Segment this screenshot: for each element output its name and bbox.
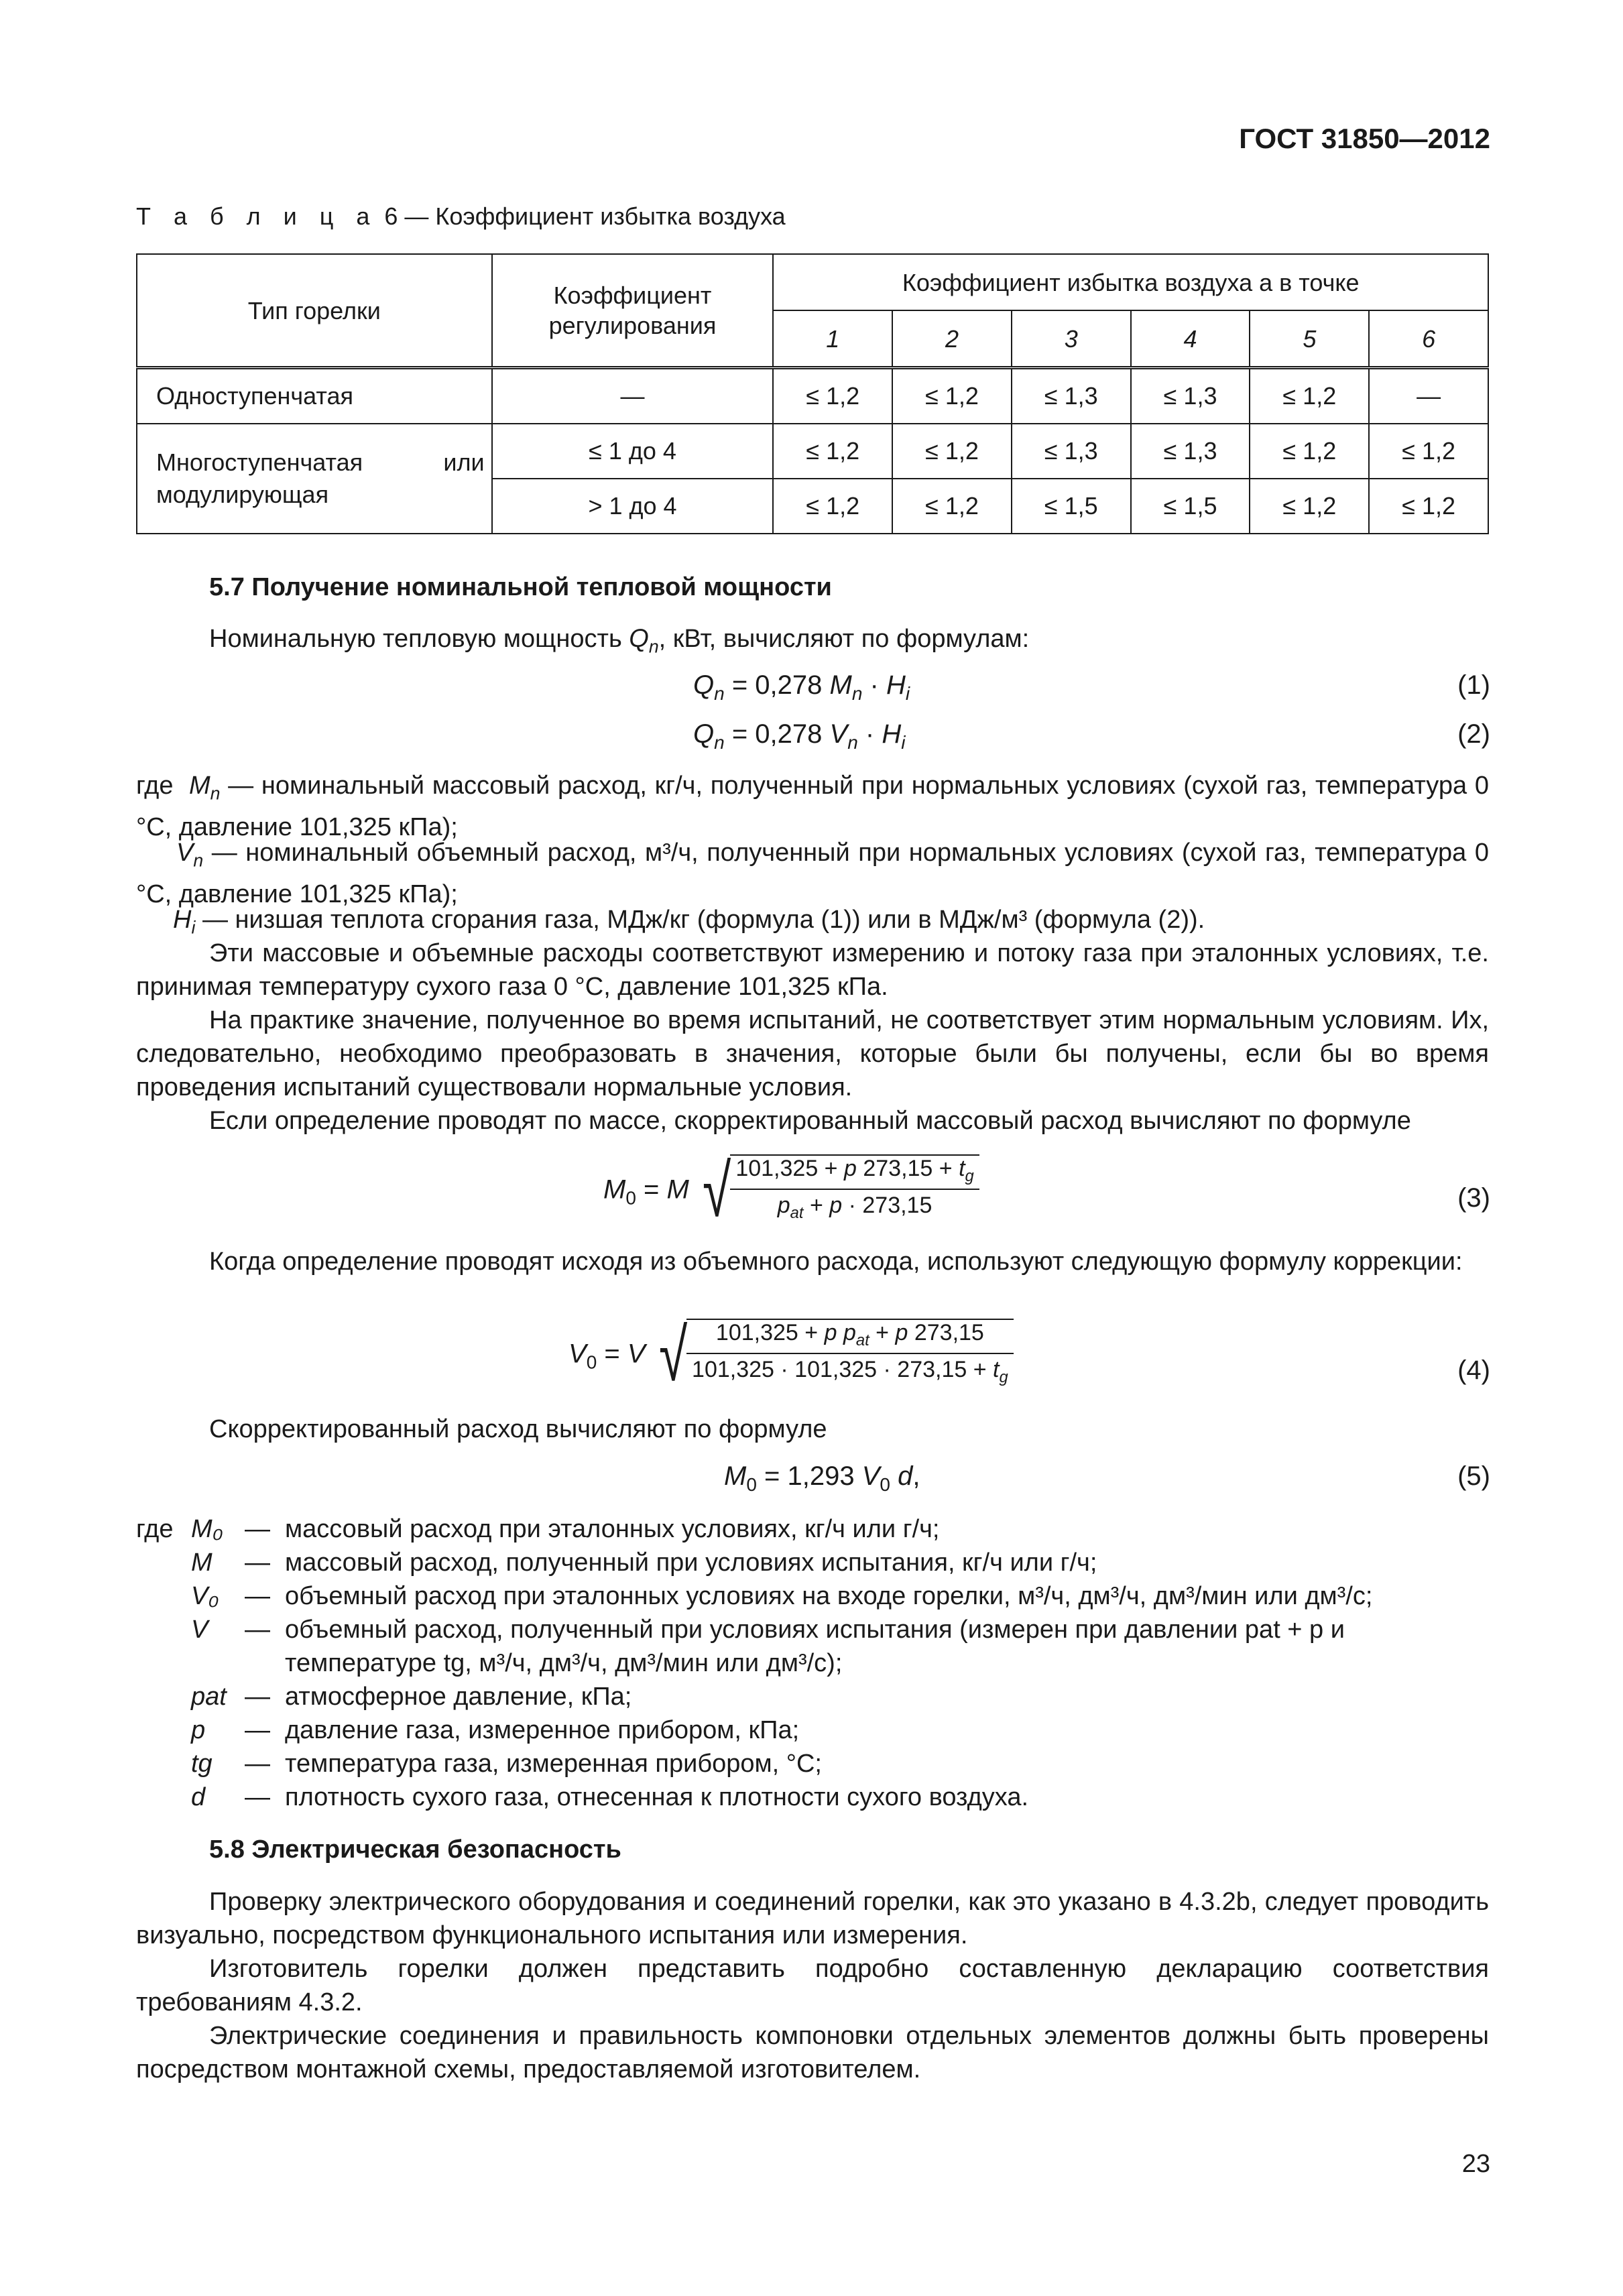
header-point: 1 <box>773 310 892 368</box>
header-point: 3 <box>1012 310 1131 368</box>
header-regulation-coefficient: Коэффициент регулирования <box>492 254 774 368</box>
formula-2-number: (2) <box>1457 719 1490 749</box>
cell-value: ≤ 1,2 <box>1369 424 1488 479</box>
cell-regulation: — <box>492 368 774 424</box>
document-code: ГОСТ 31850—2012 <box>1239 123 1490 154</box>
cell-value: ≤ 1,5 <box>1131 479 1250 534</box>
formula-1: $Q_n = 0,278$ $M_n \cdot H_i$ <box>693 670 910 704</box>
cell-value: ≤ 1,2 <box>892 368 1012 424</box>
header-point: 5 <box>1250 310 1369 368</box>
legend-row: где M₀ — массовый расход при эталонных условиях, кг/ч или г/ч; <box>136 1515 940 1543</box>
table-row <box>137 368 1488 424</box>
cell-regulation: ≤ 1 до 4 <box>492 424 774 479</box>
cell-value: ≤ 1,5 <box>1012 479 1131 534</box>
cell-value: ≤ 1,2 <box>892 479 1012 534</box>
cell-value: ≤ 1,3 <box>1012 368 1131 424</box>
legend-row: V — объемный расход, полученный при условиях испытания (измерен при давлении pat + p и температуре tg, м³/ч, дм³/ч, дм³/мин или дм³/с); <box>191 1616 1345 1677</box>
header-point-group: Коэффициент избытка воздуха a в точке <box>773 254 1488 310</box>
cell-value: ≤ 1,2 <box>892 424 1012 479</box>
where-hi: $H_i$ — низшая теплота сгорания газа, МДж/кг (формула (1)) или в МДж/м³ (формула (2)). <box>173 906 1205 938</box>
header-point: 4 <box>1131 310 1250 368</box>
paragraph: Скорректированный расход вычисляют по формуле <box>209 1415 827 1443</box>
header-point: 6 <box>1369 310 1488 368</box>
cell-value: ≤ 1,3 <box>1131 424 1250 479</box>
formula-3-number: (3) <box>1457 1183 1490 1213</box>
formula-5: $M_0 = 1,293$ $V_0$ d, <box>724 1461 920 1495</box>
legend-row: d — плотность сухого газа, отнесенная к плотности сухого воздуха. <box>191 1783 1029 1811</box>
cell-burner-type: Одноступенчатая <box>137 368 492 424</box>
section-title-5-7: 5.7 Получение номинальной тепловой мощности <box>209 573 832 601</box>
cell-regulation: > 1 до 4 <box>492 479 774 534</box>
legend-row: M — массовый расход, полученный при условиях испытания, кг/ч или г/ч; <box>191 1549 1097 1577</box>
cell-value: ≤ 1,3 <box>1012 424 1131 479</box>
cell-value: ≤ 1,2 <box>1369 479 1488 534</box>
table-caption-text: 6 — Коэффициент избытка воздуха <box>377 202 786 230</box>
legend-row: V₀ — объемный расход при эталонных условиях на входе горелки, м³/ч, дм³/ч, дм³/мин или дм³/с; <box>191 1582 1373 1610</box>
symbols-legend <box>136 1512 1518 1814</box>
air-excess-table <box>136 253 1489 534</box>
paragraph: Изготовитель горелки должен представить подробно составленную декларацию соответствия требованиям 4.3.2. <box>136 1955 1489 2016</box>
cell-value: ≤ 1,2 <box>773 424 892 479</box>
cell-burner-type: Многоступенчатая или модулирующая <box>137 424 492 534</box>
paragraph: Проверку электрического оборудования и соединений горелки, как это указано в 4.3.2b, следует проводить визуально, посредством функционального испытания или измерения. <box>136 1888 1489 1949</box>
cell-value: — <box>1369 368 1488 424</box>
cell-value: ≤ 1,2 <box>773 479 892 534</box>
formula-1-number: (1) <box>1457 670 1490 700</box>
paragraph: Электрические соединения и правильность компоновки отдельных элементов должны быть проверены посредством монтажной схемы, предоставляемой изготовителем. <box>136 2022 1489 2083</box>
paragraph: Если определение проводят по массе, скорректированный массовый расход вычисляют по формуле <box>209 1107 1411 1135</box>
where-mn: где $M_n$ — номинальный массовый расход, кг/ч, полученный при нормальных условиях (сухой газ, температура 0 °С, давление 101,325 кПа); <box>136 772 1489 841</box>
page-number: 23 <box>1461 2150 1490 2178</box>
paragraph: Эти массовые и объемные расходы соответствуют измерению и потоку газа при эталонных условиях, т.е. принимая температуру сухого газа 0 °С, давление 101,325 кПа. <box>136 939 1489 1001</box>
header-point: 2 <box>892 310 1012 368</box>
header-burner-type: Тип горелки <box>137 254 492 368</box>
formula-3: $M_0 = M$ √ $\frac{101,325 + p 273,15 + t_g}{p_{at} + p \cdot 273,15}$ <box>603 1154 979 1228</box>
table-row <box>137 424 1488 479</box>
paragraph: На практике значение, полученное во время испытаний, не соответствует этим нормальным условиям. Их, следовательно, необходимо преобразовать в значения, которые были бы получены, если бы во время проведения испытаний существовали нормальные условия. <box>136 1006 1489 1101</box>
intro-paragraph: Номинальную тепловую мощность $Q_n$, кВт, вычисляют по формулам: <box>209 625 1030 657</box>
formula-2: $Q_n = 0,278$ $V_n \cdot H_i$ <box>693 719 906 753</box>
cell-value: ≤ 1,2 <box>1250 368 1369 424</box>
table-caption <box>136 202 786 231</box>
cell-value: ≤ 1,2 <box>1250 424 1369 479</box>
legend-row: p — давление газа, измеренное прибором, кПа; <box>191 1716 800 1744</box>
cell-value: ≤ 1,3 <box>1131 368 1250 424</box>
section-title-5-8: 5.8 Электрическая безопасность <box>209 1835 621 1864</box>
cell-value: ≤ 1,2 <box>1250 479 1369 534</box>
legend-row: pat — атмосферное давление, кПа; <box>191 1683 632 1711</box>
formula-4-number: (4) <box>1457 1355 1490 1385</box>
legend-row: tg — температура газа, измеренная прибором, °С; <box>191 1750 822 1778</box>
where-vn: $V_n$ — номинальный объемный расход, м³/ч, полученный при нормальных условиях (сухой газ, температура 0 °С, давление 101,325 кПа); <box>136 839 1489 908</box>
formula-4: $V_0 = V$ √ $\frac{101,325 + p p_{at} + p 273,15}{101,325 \cdot 101,325 \cdot 273,15 + t_g}$ <box>568 1319 1014 1392</box>
cell-value: ≤ 1,2 <box>773 368 892 424</box>
paragraph: Когда определение проводят исходя из объемного расхода, используют следующую формулу коррекции: <box>209 1248 1463 1276</box>
table-caption-prefix: Т а б л и ц а <box>136 202 378 230</box>
formula-5-number: (5) <box>1457 1461 1490 1491</box>
